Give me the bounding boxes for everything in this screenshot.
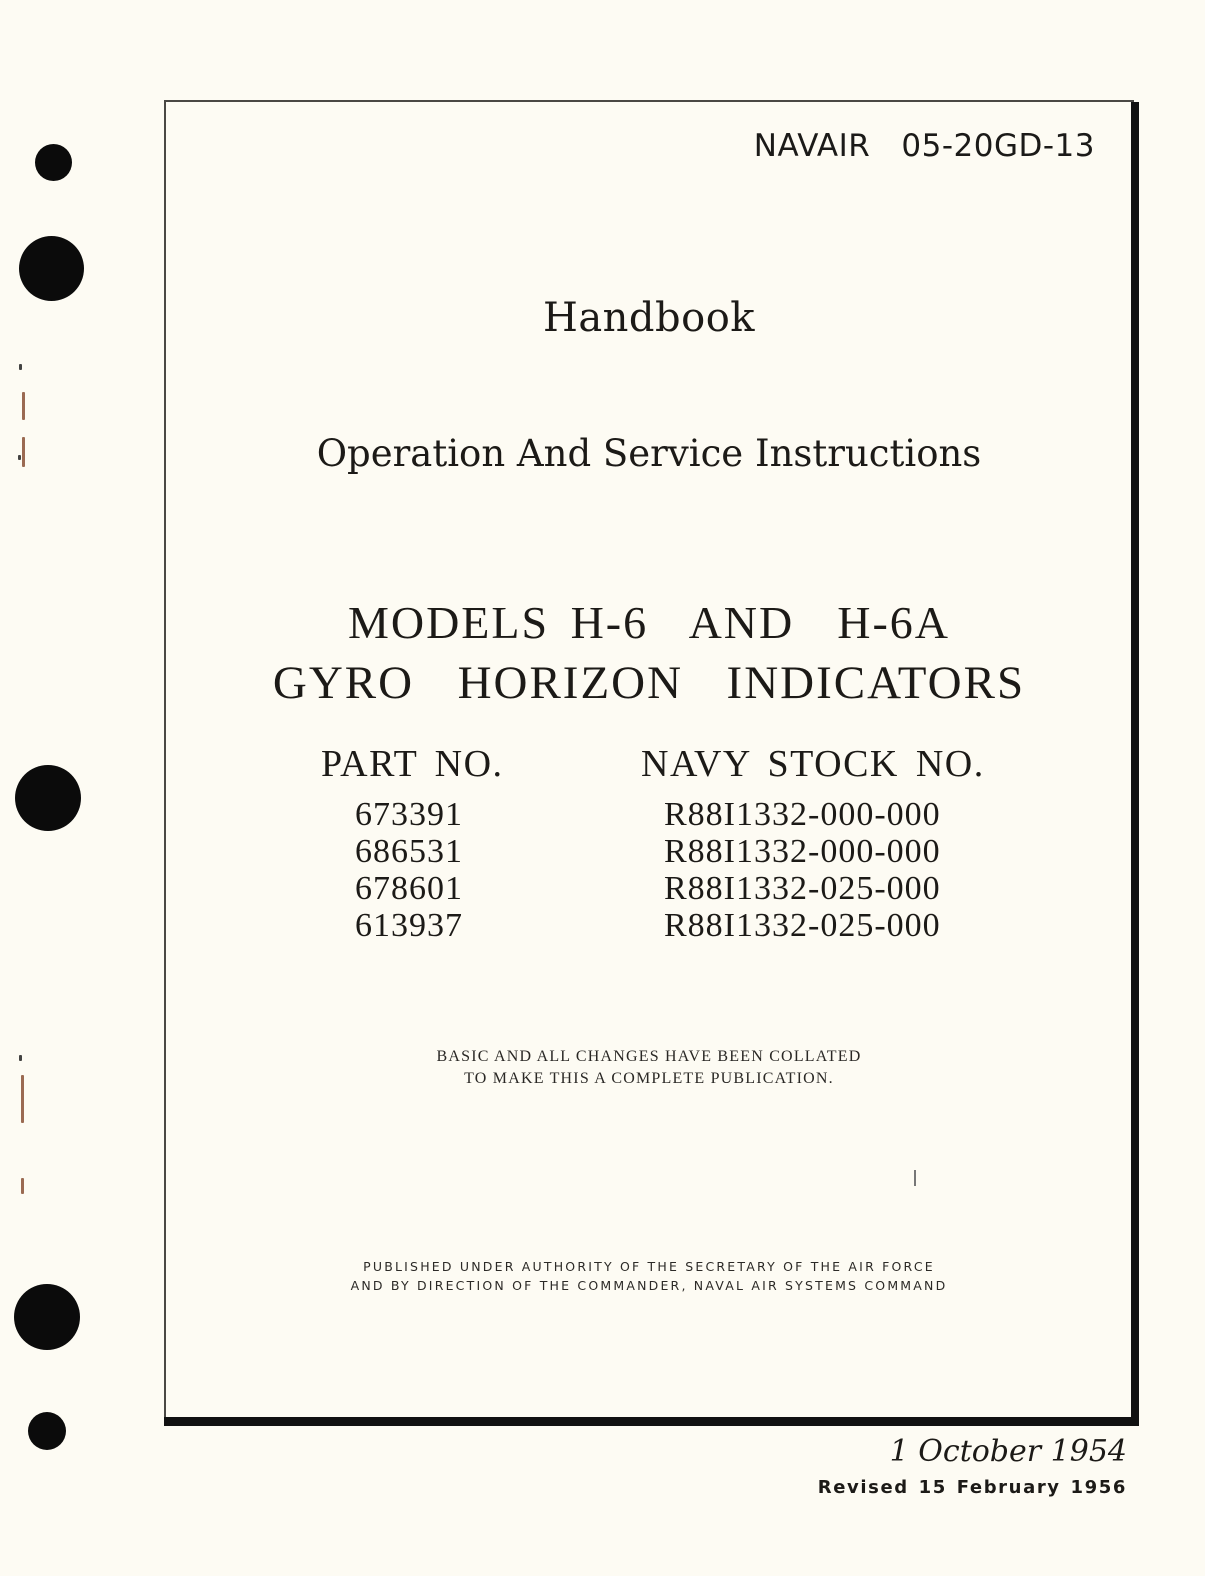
punch-hole bbox=[35, 144, 72, 181]
punch-hole bbox=[28, 1412, 66, 1450]
part-no: 678601 bbox=[355, 870, 463, 907]
navy-stock-no: R88I1332-000-000 bbox=[664, 833, 941, 870]
document-title-line1: MODELS H-6 AND H-6A bbox=[347, 597, 951, 648]
edge-mark bbox=[22, 392, 25, 420]
table-row bbox=[0, 870, 1205, 907]
revision-date: Revised 15 February 1956 bbox=[817, 1477, 1127, 1498]
authority-statement bbox=[164, 1257, 1134, 1295]
edge-mark bbox=[19, 1055, 22, 1061]
edge-mark bbox=[21, 1075, 24, 1123]
part-no: 613937 bbox=[355, 907, 463, 944]
navy-stock-no: R88I1332-025-000 bbox=[664, 907, 941, 944]
edge-mark bbox=[18, 455, 21, 460]
punch-hole bbox=[19, 236, 84, 301]
authority-line1: PUBLISHED UNDER AUTHORITY OF THE SECRETARY OF THE AIR FORCE bbox=[363, 1259, 935, 1274]
collated-note-line2: TO MAKE THIS A COMPLETE PUBLICATION. bbox=[464, 1070, 834, 1087]
publication-number: NAVAIR 05-20GD-13 bbox=[753, 128, 1095, 164]
collated-note-line1: BASIC AND ALL CHANGES HAVE BEEN COLLATED bbox=[436, 1048, 862, 1065]
edge-mark bbox=[19, 364, 22, 370]
document-subtitle: Operation And Service Instructions bbox=[316, 432, 982, 475]
handbook-label: Handbook bbox=[542, 295, 756, 341]
punch-hole bbox=[14, 1284, 80, 1350]
frame-border-bottom bbox=[164, 1417, 1139, 1426]
document-title-line2: GYRO HORIZON INDICATORS bbox=[272, 657, 1026, 709]
edge-mark bbox=[21, 1178, 24, 1194]
table-row bbox=[0, 833, 1205, 870]
part-no-header: PART NO. bbox=[321, 743, 504, 785]
collated-note bbox=[164, 1046, 1134, 1090]
edge-mark bbox=[22, 437, 25, 467]
table-row bbox=[0, 796, 1205, 833]
part-no: 673391 bbox=[355, 796, 463, 833]
authority-line2: AND BY DIRECTION OF THE COMMANDER, NAVAL AIR SYSTEMS COMMAND bbox=[350, 1278, 948, 1293]
navy-stock-no: R88I1332-000-000 bbox=[664, 796, 941, 833]
navy-stock-no: R88I1332-025-000 bbox=[664, 870, 941, 907]
publication-date: 1 October 1954 bbox=[889, 1434, 1127, 1469]
stray-mark bbox=[914, 1170, 916, 1186]
table-row bbox=[0, 907, 1205, 944]
part-no: 686531 bbox=[355, 833, 463, 870]
navy-stock-no-header: NAVY STOCK NO. bbox=[641, 743, 985, 785]
part-table bbox=[0, 796, 1205, 944]
frame-border-top bbox=[164, 100, 1134, 102]
